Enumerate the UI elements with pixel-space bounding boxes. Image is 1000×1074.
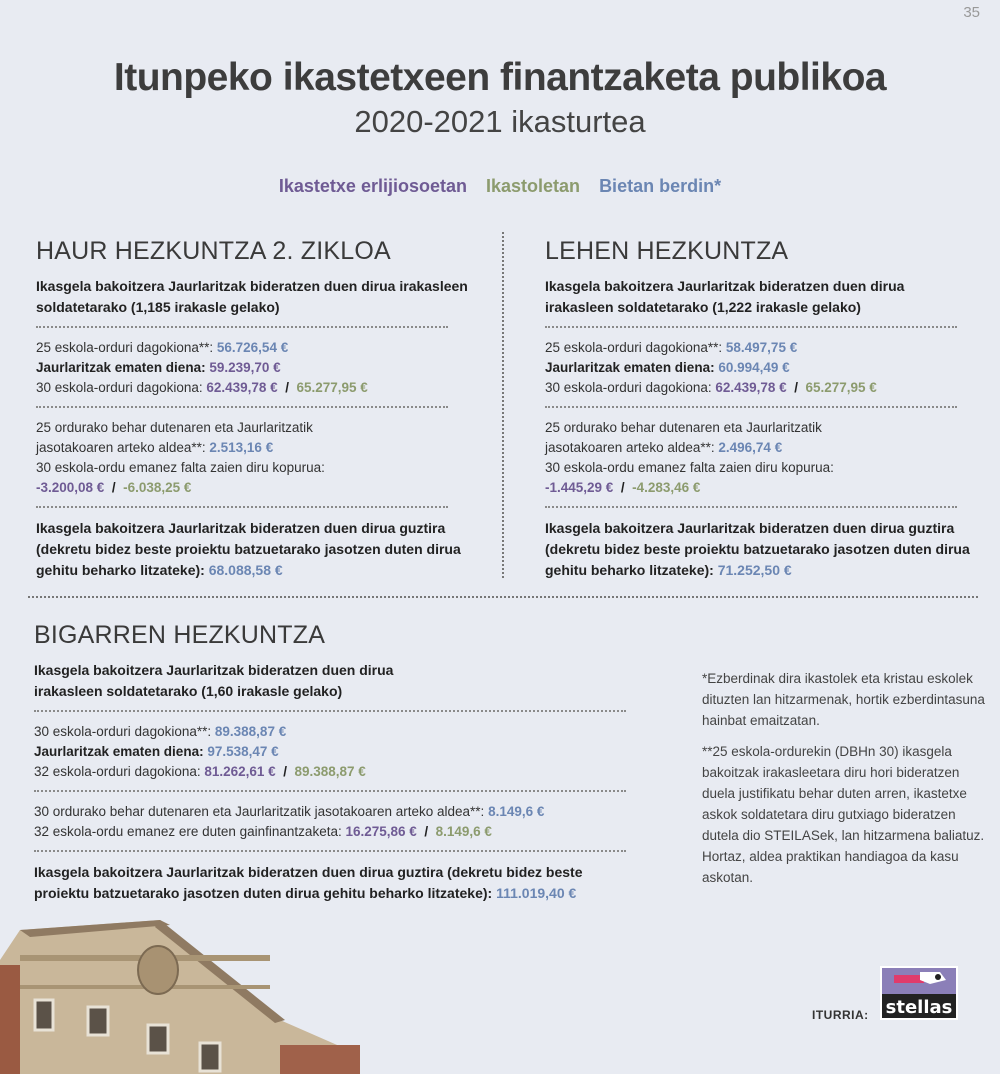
vertical-divider <box>502 232 504 578</box>
dotted-separator <box>545 406 957 408</box>
row-overfunding: 32 eskola-ordu emanez ere duten gainfinantzaketa: 16.275,86 € / 8.149,6 € <box>34 824 492 839</box>
footnote-1: *Ezberdinak dira ikastolek eta kristau eskolek dituzten lan hitzarmenak, hortik ezberdintasuna hainbat emaitzatan. <box>702 671 985 728</box>
section-lehen-hezkuntza <box>545 236 975 581</box>
section-total: Ikasgela bakoitzera Jaurlaritzak bideratzen duen dirua guztira (dekretu bidez beste proiektu batzuetarako jasotzen duten dirua gehitu beharko litzateke): 68.088,58 € <box>36 520 461 578</box>
row-missing-label: 30 eskola-ordu emanez falta zaien diru kopurua: <box>36 460 325 475</box>
building-photo <box>0 915 360 1074</box>
page-title: Itunpeko ikastetxeen finantzaketa publikoa <box>113 56 887 99</box>
section-bigarren-hezkuntza <box>34 620 674 904</box>
horizontal-divider <box>28 596 978 598</box>
section-title: HAUR HEZKUNTZA 2. ZIKLOA <box>36 237 391 265</box>
footnote-2: **25 eskola-ordurekin (DBHn 30) ikasgela bakoitzak irakasleetara diru hori bideratzen duela justifikatu behar duten arren, ikastetxe askok soldatetara diru gutxiago bideratzen dutela dio STEILASek, lan hitzarmena baliatuz. Hortaz, aldea praktikan handiagoa da kasu askotan. <box>702 744 985 885</box>
dotted-separator <box>34 790 626 792</box>
row-diff-label: 25 ordurako behar dutenaren eta Jaurlaritzatik <box>36 420 313 435</box>
dotted-separator <box>34 850 626 852</box>
section-haur-hezkuntza <box>36 236 476 581</box>
row-missing-values: -1.445,29 € / -4.283,46 € <box>545 480 701 495</box>
dotted-separator <box>34 710 626 712</box>
row-25-hours: 25 eskola-orduri dagokiona**: 56.726,54 € <box>36 340 289 355</box>
row-diff: jasotakoaren arteko aldea**: 2.513,16 € <box>36 440 274 455</box>
section-title: LEHEN HEZKUNTZA <box>545 237 789 265</box>
row-diff: jasotakoaren arteko aldea**: 2.496,74 € <box>545 440 783 455</box>
dotted-separator <box>36 406 448 408</box>
stelas-logo <box>880 966 958 1020</box>
row-32-hours: 32 eskola-orduri dagokiona: 81.262,61 € / 89.388,87 € <box>34 764 366 779</box>
row-missing-values: -3.200,08 € / -6.038,25 € <box>36 480 192 495</box>
section-head: Ikasgela bakoitzera Jaurlaritzak bideratzen duen dirua irakasleen soldatetarako (1,185 irakasle gelako) <box>36 278 468 315</box>
section-head: Ikasgela bakoitzera Jaurlaritzak bideratzen duen dirua irakasleen soldatetarako (1,222 irakasle gelako) <box>545 278 905 315</box>
legend-ikastolas: Ikastoletan <box>486 176 581 196</box>
row-30-hours: 30 eskola-orduri dagokiona**: 89.388,87 € <box>34 724 287 739</box>
row-missing-label: 30 eskola-ordu emanez falta zaien diru kopurua: <box>545 460 834 475</box>
section-head: Ikasgela bakoitzera Jaurlaritzak bideratzen duen dirua irakasleen soldatetarako (1,60 irakasle gelako) <box>34 662 394 699</box>
section-total: Ikasgela bakoitzera Jaurlaritzak bideratzen duen dirua guztira (dekretu bidez beste proiektu batzuetarako jasotzen duten dirua gehitu beharko litzateke): 111.019,40 € <box>34 864 583 901</box>
row-government-gives: Jaurlaritzak ematen diena: 59.239,70 € <box>36 360 281 375</box>
section-title: BIGARREN HEZKUNTZA <box>34 621 326 649</box>
row-diff-label: 25 ordurako behar dutenaren eta Jaurlaritzatik <box>545 420 822 435</box>
color-legend <box>0 176 1000 197</box>
source-label: ITURRIA: <box>812 1008 869 1022</box>
row-diff: 30 ordurako behar dutenaren eta Jaurlaritzatik jasotakoaren arteko aldea**: 8.149,6 € <box>34 804 545 819</box>
row-30-hours: 30 eskola-orduri dagokiona: 62.439,78 € / 65.277,95 € <box>36 380 368 395</box>
row-government-gives: Jaurlaritzak ematen diena: 60.994,49 € <box>545 360 790 375</box>
row-30-hours: 30 eskola-orduri dagokiona: 62.439,78 € / 65.277,95 € <box>545 380 877 395</box>
dotted-separator <box>36 506 448 508</box>
dotted-separator <box>36 326 448 328</box>
dotted-separator <box>545 326 957 328</box>
page-subtitle: 2020-2021 ikasturtea <box>354 104 646 139</box>
legend-both: Bietan berdin* <box>599 176 722 196</box>
row-25-hours: 25 eskola-orduri dagokiona**: 58.497,75 € <box>545 340 798 355</box>
section-total: Ikasgela bakoitzera Jaurlaritzak bideratzen duen dirua guztira (dekretu bidez beste proiektu batzuetarako jasotzen duten dirua gehitu beharko litzateke): 71.252,50 € <box>545 520 970 578</box>
footnotes <box>702 668 987 898</box>
page-number: 35 <box>963 4 980 21</box>
stelas-logo-text: stellas <box>885 997 953 1018</box>
dotted-separator <box>545 506 957 508</box>
legend-religious: Ikastetxe erlijiosoetan <box>278 176 467 196</box>
row-government-gives: Jaurlaritzak ematen diena: 97.538,47 € <box>34 744 279 759</box>
